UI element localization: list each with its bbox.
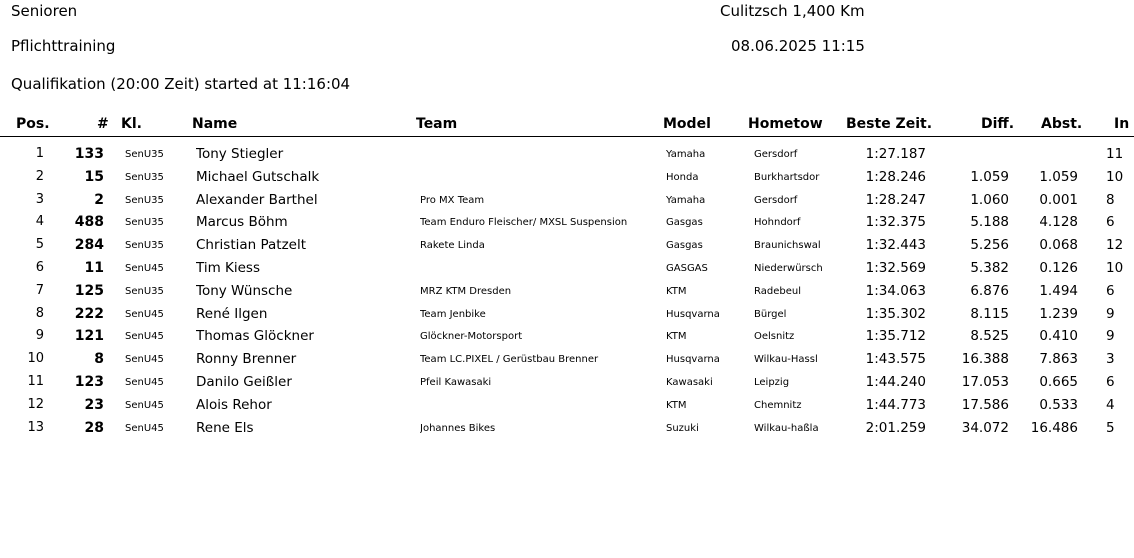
row-in: 9 xyxy=(1106,328,1115,345)
row-abst: 1.494 xyxy=(1039,282,1078,299)
header-datetime: 08.06.2025 11:15 xyxy=(731,37,865,55)
header-qualification: Qualifikation (20:00 Zeit) started at 11:16:04 xyxy=(11,75,351,93)
row-hometown: Wilkau-haßla xyxy=(754,422,819,434)
row-hometown: Niederwürsch xyxy=(754,263,823,274)
row-in: 8 xyxy=(1106,191,1115,208)
row-class: SenÜ35 xyxy=(125,149,164,160)
col-hometown: Hometow xyxy=(748,116,823,132)
header-session: Pflichttraining xyxy=(11,37,116,55)
row-hometown: Gersdorf xyxy=(754,149,798,160)
row-abst: 1.239 xyxy=(1039,305,1078,322)
row-class: SenÜ35 xyxy=(125,285,164,297)
row-model: Husqvarna xyxy=(666,354,720,366)
row-in: 6 xyxy=(1106,374,1115,390)
row-name: Alois Rehor xyxy=(196,396,272,413)
row-hometown: Oelsnitz xyxy=(754,331,795,343)
row-class: SenÜ45 xyxy=(125,399,164,411)
table-row xyxy=(0,394,1134,416)
row-hometown: Braunichswal xyxy=(754,240,821,252)
row-class: SenÜ35 xyxy=(125,171,164,183)
row-model: KTM xyxy=(666,331,687,343)
row-hometown: Chemnitz xyxy=(754,399,802,411)
row-pos: 6 xyxy=(35,260,44,275)
row-best-time: 1:32.375 xyxy=(865,214,926,231)
table-row xyxy=(0,348,1134,370)
row-hometown: Burkhartsdor xyxy=(754,171,820,183)
row-pos: 4 xyxy=(35,214,44,230)
row-in: 5 xyxy=(1106,419,1115,436)
col-model: Model xyxy=(663,116,711,132)
row-abst: 0.533 xyxy=(1039,396,1078,413)
row-model: Husqvarna xyxy=(666,308,720,320)
col-best-time: Beste Zeit. xyxy=(846,116,933,132)
row-best-time: 1:34.063 xyxy=(865,282,926,299)
col-name: Name xyxy=(192,116,238,132)
row-abst: 7.863 xyxy=(1039,351,1078,368)
row-number: 133 xyxy=(74,146,104,162)
row-in: 12 xyxy=(1106,237,1124,254)
row-pos: 10 xyxy=(27,351,44,367)
row-name: Ronny Brenner xyxy=(196,351,297,368)
row-best-time: 1:44.773 xyxy=(865,396,926,413)
row-best-time: 2:01.259 xyxy=(865,419,926,436)
row-in: 6 xyxy=(1106,214,1115,231)
col-diff: Diff. xyxy=(981,116,1015,132)
row-best-time: 1:28.246 xyxy=(865,168,926,185)
row-diff: 5.256 xyxy=(970,237,1009,254)
col-num: # xyxy=(97,116,109,132)
row-team: Pro MX Team xyxy=(420,194,485,206)
row-abst: 0.126 xyxy=(1039,260,1078,276)
col-abst: Abst. xyxy=(1041,116,1083,132)
row-model: KTM xyxy=(666,399,687,411)
table-row xyxy=(0,257,1134,279)
row-pos: 9 xyxy=(35,328,44,344)
row-number: 488 xyxy=(74,214,104,231)
row-team: Team Enduro Fleischer/ MXSL Suspension xyxy=(420,217,628,229)
row-diff: 1.059 xyxy=(970,168,1009,185)
row-pos: 11 xyxy=(27,374,44,389)
row-name: Rene Els xyxy=(196,419,254,436)
row-class: SenÜ45 xyxy=(125,331,164,343)
row-pos: 7 xyxy=(35,282,44,298)
row-class: SenÜ35 xyxy=(125,240,164,252)
row-class: SenÜ45 xyxy=(125,422,164,434)
table-row xyxy=(0,280,1134,302)
row-diff: 16.388 xyxy=(961,351,1009,368)
row-model: KTM xyxy=(666,285,687,297)
row-pos: 13 xyxy=(27,419,44,435)
row-pos: 1 xyxy=(35,146,44,161)
row-number: 11 xyxy=(84,260,104,276)
row-diff: 34.072 xyxy=(961,419,1009,436)
row-abst: 0.410 xyxy=(1039,328,1078,345)
row-name: Christian Patzelt xyxy=(196,237,307,254)
row-in: 6 xyxy=(1106,282,1115,299)
col-kl: Kl. xyxy=(121,116,142,132)
row-diff: 6.876 xyxy=(970,282,1009,299)
table-row xyxy=(0,143,1134,165)
row-number: 28 xyxy=(84,419,104,436)
row-class: SenÜ45 xyxy=(125,377,164,388)
row-number: 121 xyxy=(74,328,104,345)
row-diff: 5.188 xyxy=(970,214,1009,231)
row-best-time: 1:44.240 xyxy=(865,374,926,390)
row-best-time: 1:35.302 xyxy=(865,305,926,322)
row-name: Marcus Böhm xyxy=(196,214,288,231)
table-row xyxy=(0,189,1134,211)
row-abst: 0.665 xyxy=(1039,374,1078,390)
row-model: Yamaha xyxy=(666,149,706,160)
row-pos: 3 xyxy=(35,191,44,207)
row-team: Rakete Linda xyxy=(420,240,485,252)
header-category: Senioren xyxy=(11,2,78,20)
row-name: Michael Gutschalk xyxy=(196,168,320,185)
table-row xyxy=(0,325,1134,347)
col-in: In xyxy=(1114,116,1130,132)
row-model: Kawasaki xyxy=(666,377,713,388)
row-best-time: 1:32.569 xyxy=(865,260,926,276)
row-number: 8 xyxy=(94,351,104,368)
row-team: MRZ KTM Dresden xyxy=(420,285,512,297)
row-team: Pfeil Kawasaki xyxy=(420,377,492,388)
row-best-time: 1:32.443 xyxy=(865,237,926,254)
row-abst: 1.059 xyxy=(1039,168,1078,185)
row-abst: 0.001 xyxy=(1039,191,1078,208)
row-model: Suzuki xyxy=(666,422,699,434)
row-hometown: Leipzig xyxy=(754,377,790,388)
row-hometown: Hohndorf xyxy=(754,217,801,229)
row-number: 284 xyxy=(74,237,104,254)
row-name: René Ilgen xyxy=(196,305,268,322)
row-in: 4 xyxy=(1106,396,1115,413)
row-best-time: 1:27.187 xyxy=(865,146,926,162)
row-team: Team Jenbike xyxy=(420,308,486,320)
row-number: 125 xyxy=(74,282,104,299)
row-team: Glöckner-Motorsport xyxy=(420,331,523,343)
row-class: SenÜ35 xyxy=(125,217,164,229)
table-row xyxy=(0,166,1134,188)
row-abst: 0.068 xyxy=(1039,237,1078,254)
row-pos: 8 xyxy=(35,305,44,321)
row-team: Johannes Bikes xyxy=(420,422,496,434)
row-pos: 5 xyxy=(35,237,44,253)
row-name: Tony Wünsche xyxy=(196,282,293,299)
table-row xyxy=(0,303,1134,325)
row-number: 123 xyxy=(74,374,104,390)
row-in: 9 xyxy=(1106,305,1115,322)
row-hometown: Gersdorf xyxy=(754,194,798,206)
row-diff: 17.053 xyxy=(961,374,1009,390)
row-number: 23 xyxy=(84,396,104,413)
row-class: SenÜ45 xyxy=(125,308,164,320)
col-pos: Pos. xyxy=(16,116,50,132)
row-name: Tim Kiess xyxy=(196,260,260,276)
table-row xyxy=(0,211,1134,233)
row-best-time: 1:43.575 xyxy=(865,351,926,368)
row-in: 3 xyxy=(1106,351,1115,368)
row-pos: 2 xyxy=(35,168,44,184)
row-class: SenÜ45 xyxy=(125,263,164,274)
row-model: GASGAS xyxy=(666,263,708,274)
row-name: Alexander Barthel xyxy=(196,191,318,208)
row-hometown: Wilkau-Hassl xyxy=(754,354,818,366)
table-header xyxy=(0,114,1134,137)
row-class: SenÜ45 xyxy=(125,354,164,366)
row-diff: 1.060 xyxy=(970,191,1009,208)
row-name: Danilo Geißler xyxy=(196,374,292,390)
row-diff: 8.525 xyxy=(970,328,1009,345)
row-diff: 8.115 xyxy=(970,305,1009,322)
table-row xyxy=(0,234,1134,256)
row-abst: 16.486 xyxy=(1030,419,1078,436)
row-class: SenÜ35 xyxy=(125,194,164,206)
row-pos: 12 xyxy=(27,396,44,412)
row-best-time: 1:35.712 xyxy=(865,328,926,345)
row-in: 10 xyxy=(1106,260,1124,276)
table-row xyxy=(0,417,1134,439)
row-diff: 5.382 xyxy=(970,260,1009,276)
row-in: 11 xyxy=(1106,146,1124,162)
row-number: 2 xyxy=(94,191,104,208)
row-model: Gasgas xyxy=(666,240,703,252)
row-best-time: 1:28.247 xyxy=(865,191,926,208)
header-track: Culitzsch 1,400 Km xyxy=(720,2,865,20)
row-number: 222 xyxy=(74,305,104,322)
row-number: 15 xyxy=(84,168,104,185)
row-name: Thomas Glöckner xyxy=(196,328,314,345)
row-hometown: Bürgel xyxy=(754,308,787,320)
row-model: Yamaha xyxy=(666,194,706,206)
table-row xyxy=(0,371,1134,393)
col-team: Team xyxy=(416,116,458,132)
row-model: Honda xyxy=(666,171,699,183)
row-team: Team LC.PIXEL / Gerüstbau Brenner xyxy=(420,354,599,366)
row-diff: 17.586 xyxy=(961,396,1009,413)
row-name: Tony Stiegler xyxy=(196,146,284,162)
row-abst: 4.128 xyxy=(1039,214,1078,231)
row-model: Gasgas xyxy=(666,217,703,229)
row-hometown: Radebeul xyxy=(754,285,801,297)
row-in: 10 xyxy=(1106,168,1124,185)
